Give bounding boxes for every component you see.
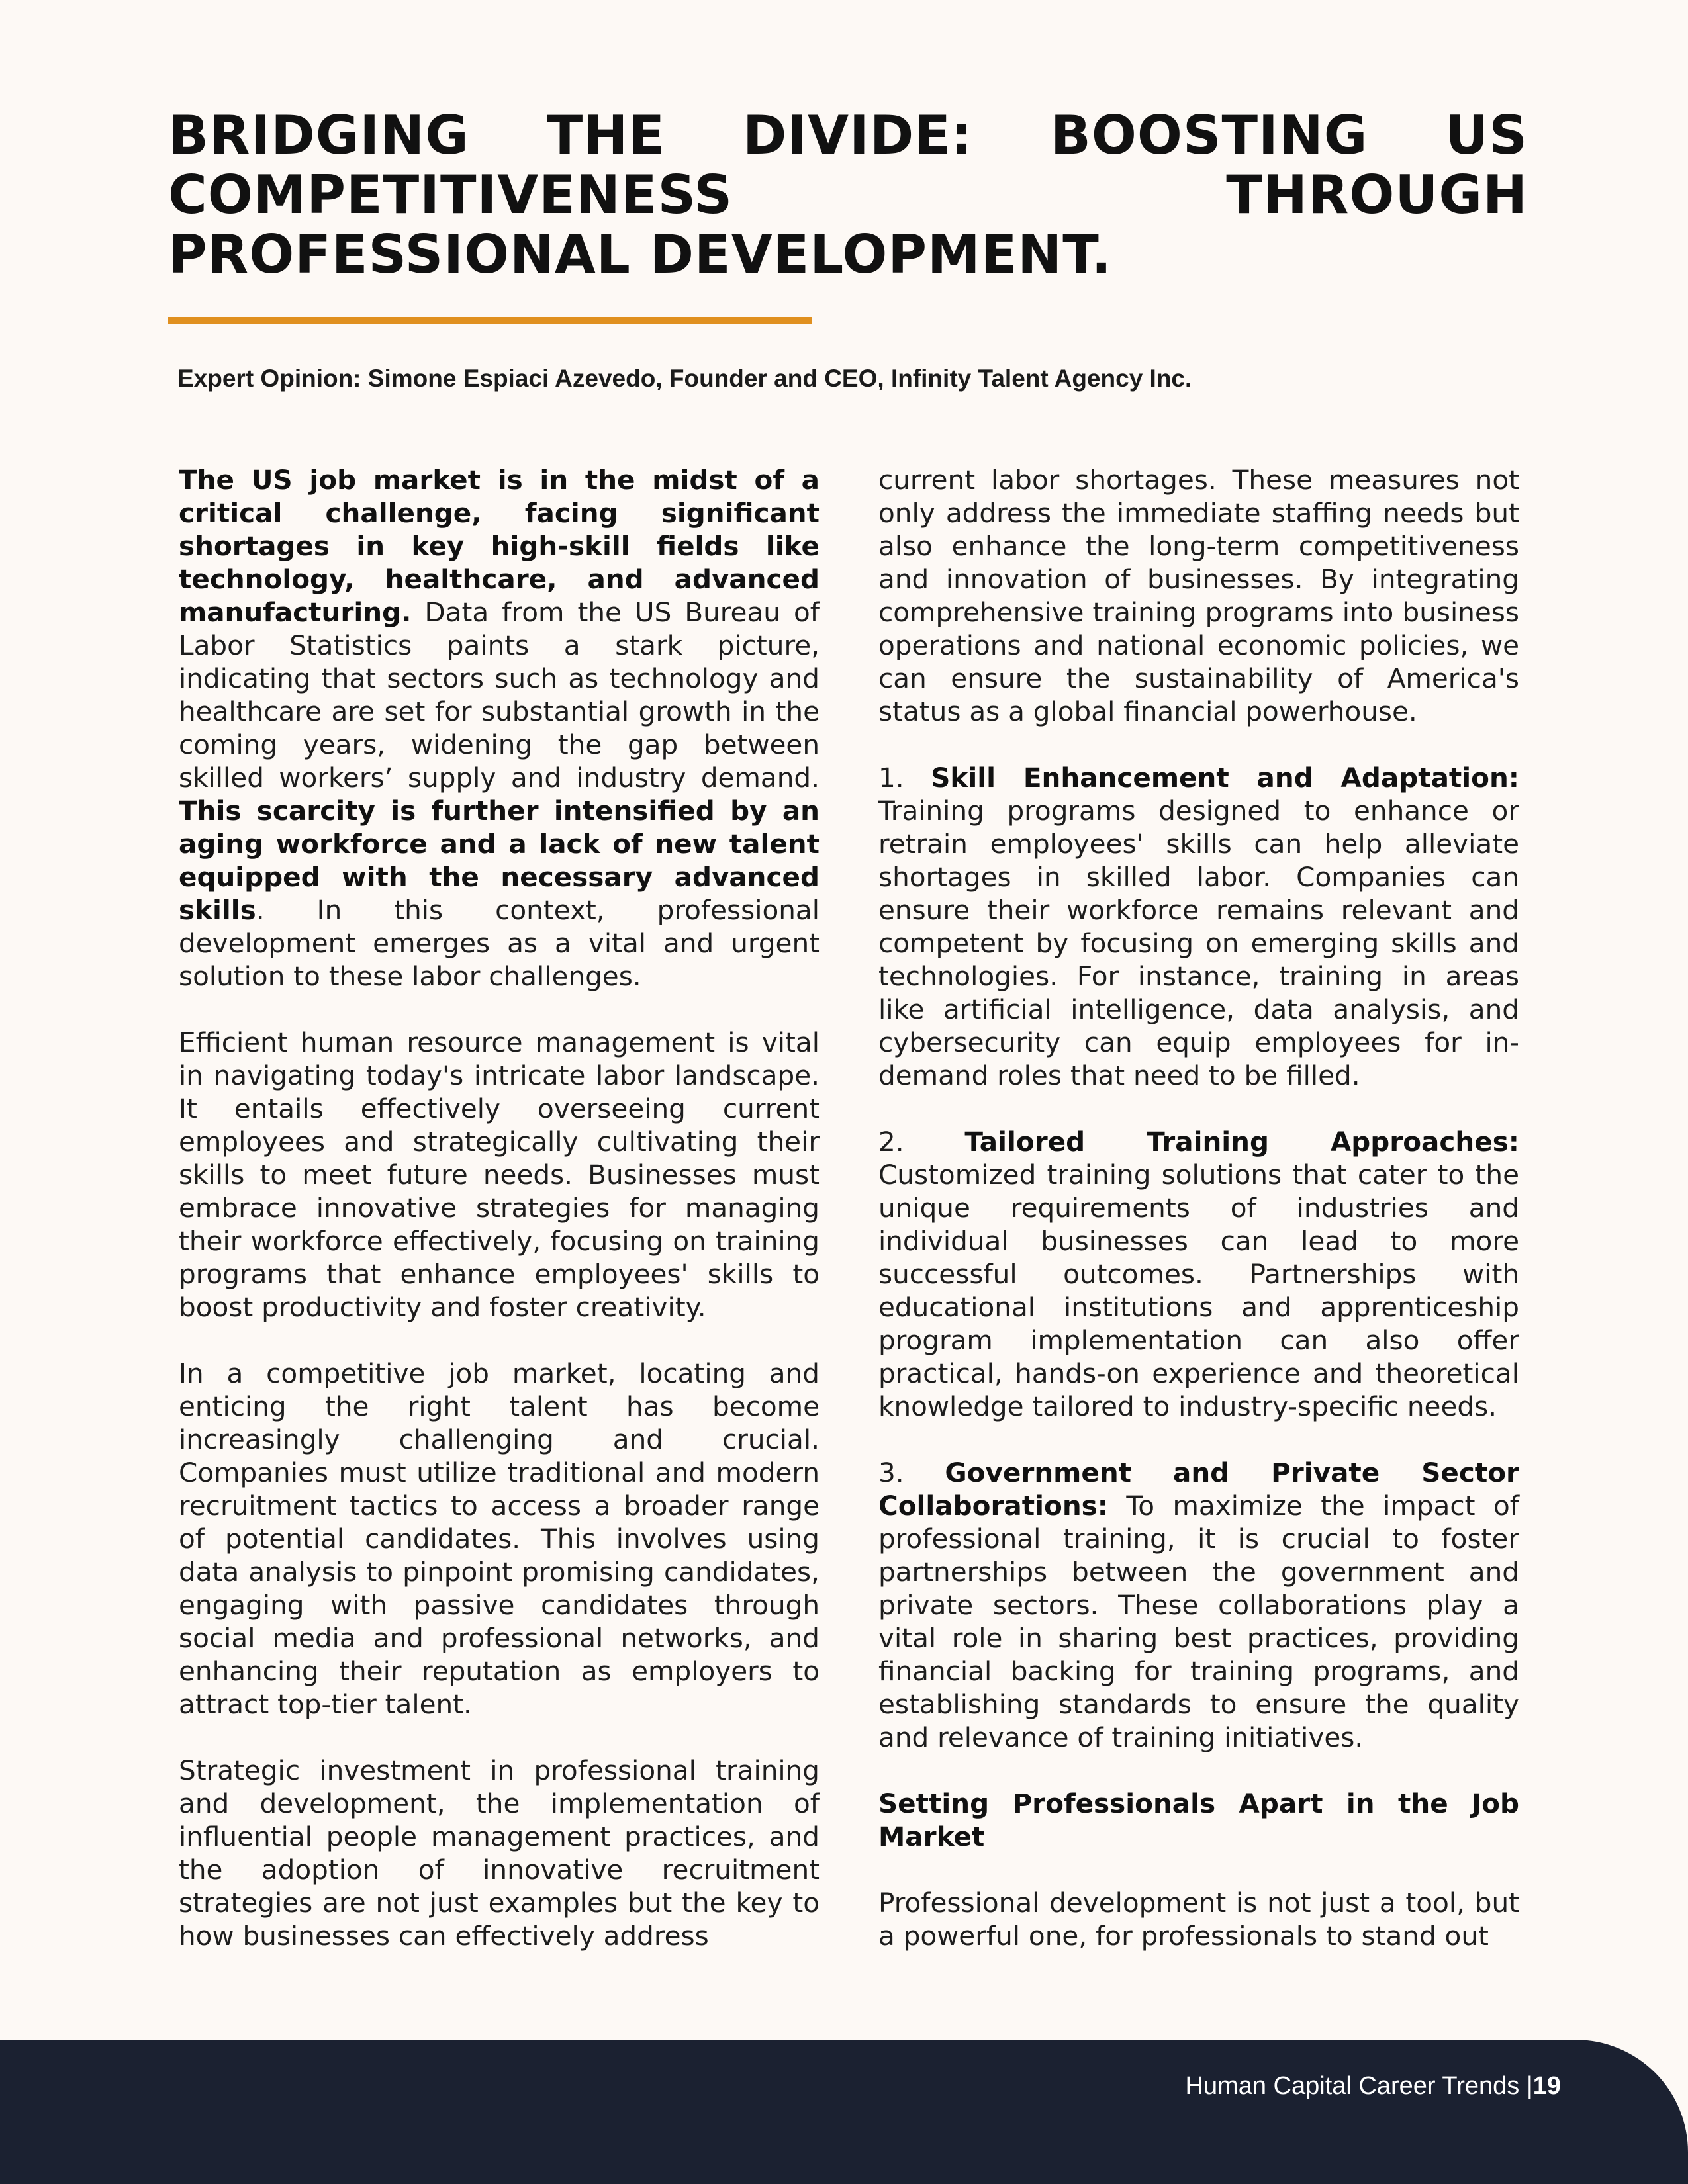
footer-caption [1186, 2070, 1562, 2102]
list-item-collaborations [878, 1456, 1519, 1754]
list-item-number: 3. [878, 1457, 945, 1488]
continuation-paragraph: current labor shortages. These measures not only address the immediate staffing needs but also enhance the long-term competitiveness and innovation of businesses. By integrating comprehensive training programs into business operations and national economic policies, we can ensure the sustainability of America's status as a global financial powerhouse. [878, 464, 1519, 727]
page-number: 19 [1532, 2072, 1561, 2100]
strategic-investment-paragraph: Strategic investment in professional training and development, the implementation of influential people management practices, and the adoption of innovative recruitment strategies are not just examples but the key to how businesses can effectively address [179, 1754, 820, 1952]
publication-name: Human Capital Career Trends [1185, 2072, 1520, 2100]
list-item-heading: Tailored Training Approaches: [964, 1126, 1520, 1158]
right-text-column [878, 463, 1519, 1952]
list-item-number: 1. [878, 762, 931, 794]
section-subheading: Setting Professionals Apart in the Job Market [878, 1788, 1519, 1852]
article-byline: Expert Opinion: Simone Espiaci Azevedo, Founder and CEO, Infinity Talent Agency Inc. [177, 365, 1192, 392]
intro-text-2: . In this context, professional development emerges as a vital and urgent solution to these labor challenges. [179, 894, 820, 992]
list-item-skill-enhancement [878, 761, 1519, 1092]
recruitment-paragraph: In a competitive job market, locating and enticing the right talent has become increasingly challenging and crucial. Companies must utilize traditional and modern recruitment tactics to access a broader range of potential candidates. This involves using data analysis to pinpoint promising candidates, engaging with passive candidates through social media and professional networks, and enhancing their reputation as employers to attract top-tier talent. [179, 1357, 820, 1720]
intro-paragraph [179, 463, 820, 993]
title-accent-rule [168, 317, 812, 324]
footer-bar [0, 2040, 1688, 2184]
list-item-heading: Government and Private Sector Collaborations: [878, 1457, 1520, 1522]
list-item-text: To maximize the impact of professional training, it is crucial to foster partnerships between the government and private sectors. These collaborations play a vital role in sharing best practices, providing financial backing for training programs, and establishing standards to ensure the quality and relevance of training initiatives. [878, 1490, 1519, 1753]
intro-text-1: Data from the US Bureau of Labor Statistics paints a stark picture, indicating that sectors such as technology and healthcare are set for substantial growth in the coming years, widening the gap between skilled workers’ supply and industry demand. [179, 596, 820, 794]
hr-management-paragraph: Efficient human resource management is vital in navigating today's intricate labor landscape. It entails effectively overseeing current employees and strategically cultivating their skills to meet future needs. Businesses must embrace innovative strategies for managing their workforce effectively, focusing on training programs that enhance employees' skills to boost productivity and foster creativity. [179, 1026, 820, 1323]
list-item-tailored-training [878, 1125, 1519, 1423]
list-item-text: Customized training solutions that cater to the unique requirements of industries and individual businesses can lead to more successful outcomes. Partnerships with educational institutions and apprenticeship program implementation can also offer practical, hands-on experience and theoretical knowledge tailored to industry-specific needs. [878, 1159, 1519, 1422]
closing-paragraph: Professional development is not just a tool, but a powerful one, for professionals to stand out [878, 1887, 1519, 1952]
left-text-column [179, 463, 820, 1952]
list-item-text: Training programs designed to enhance or retrain employees' skills can help alleviate shortages in skilled labor. Companies can ensure their workforce remains relevant and competent by focusing on emerging skills and technologies. For instance, training in areas like artificial intelligence, data analysis, and cybersecurity can equip employees for in-demand roles that need to be filled. [878, 795, 1519, 1091]
footer-separator: | [1526, 2072, 1533, 2100]
list-item-number: 2. [878, 1126, 965, 1158]
intro-mid-bold: This scarcity is further intensified by an aging workforce and a lack of new talent equipped with the necessary advanced skills [179, 795, 820, 926]
article-title: BRIDGING THE DIVIDE: BOOSTING US COMPETITIVENESS THROUGH PROFESSIONAL DEVELOPMENT. [168, 105, 1528, 285]
list-item-heading: Skill Enhancement and Adaptation: [931, 762, 1519, 794]
intro-lead-bold: The US job market is in the midst of a critical challenge, facing significant shortages in key high-skill fields like technology, healthcare, and advanced manufacturing. [179, 464, 820, 628]
